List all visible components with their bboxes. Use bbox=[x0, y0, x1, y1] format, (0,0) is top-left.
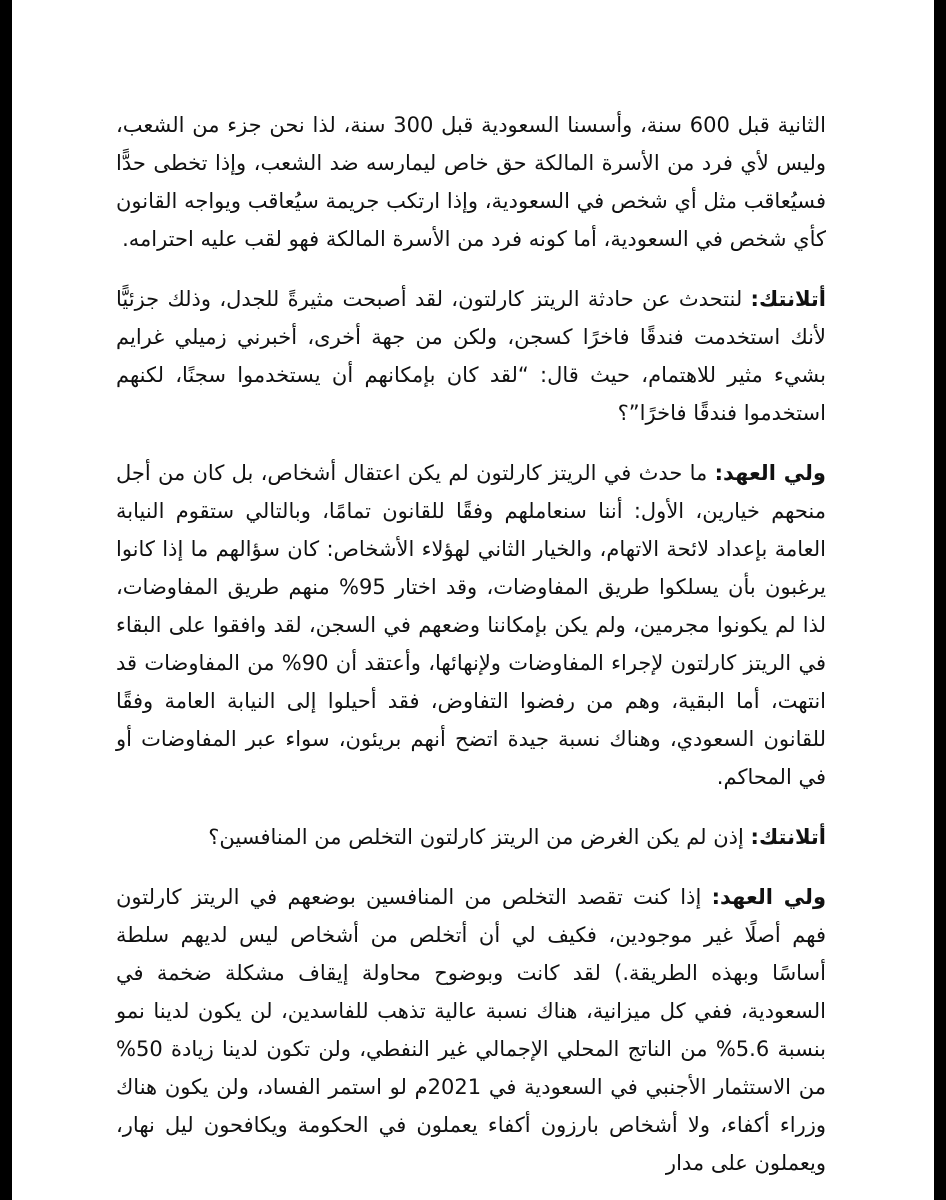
paragraph bbox=[116, 106, 826, 258]
paragraph bbox=[116, 818, 826, 856]
paragraph bbox=[116, 878, 826, 1182]
speaker-label: ولي العهد: bbox=[711, 885, 826, 909]
paragraph-text: الثانية قبل 600 سنة، وأسسنا السعودية قبل 300 سنة، لذا نحن جزء من الشعب، وليس لأي فرد من الأسرة المالكة حق خاص ليمارسه ضد الشعب، وإذا تخطى حدًّا فسيُعاقب مثل أي شخص في السعودية، وإذا ارتكب جريمة سيُعاقب ويواجه القانون كأي شخص في السعودية، أما كونه فرد من الأسرة المالكة فهو لقب عليه احترامه. bbox=[116, 113, 826, 251]
speaker-label: أتلانتك: bbox=[750, 287, 826, 311]
paragraph-text: إذن لم يكن الغرض من الريتز كارلتون التخلص من المنافسين؟ bbox=[208, 825, 751, 849]
paragraph-text: إذا كنت تقصد التخلص من المنافسين بوضعهم في الريتز كارلتون فهم أصلًا غير موجودين، فكيف لي أن أتخلص من أشخاص ليس لديهم سلطة أساسًا وبهذه الطريقة.) لقد كانت وبوضوح محاولة إيقاف مشكلة ضخمة في السعودية، ففي كل ميزانية، هناك نسبة عالية تذهب للفاسدين، لن يكون لدينا نمو بنسبة 5.6% من الناتج المحلي الإجمالي غير النفطي، ولن تكون لدينا زيادة 50% من الاستثمار الأجنبي في السعودية في 2021م لو استمر الفساد، ولن يكون هناك وزراء أكفاء، ولا أشخاص بارزون أكفاء يعملون في الحكومة ويكافحون ليل نهار، ويعملون على مدار bbox=[116, 885, 827, 1175]
speaker-label: أتلانتك: bbox=[750, 825, 826, 849]
speaker-label: ولي العهد: bbox=[714, 461, 826, 485]
document-page bbox=[12, 0, 934, 1200]
paragraph-text: لنتحدث عن حادثة الريتز كارلتون، لقد أصبحت مثيرةً للجدل، وذلك جزئيًّا لأنك استخدمت فندقًا فاخرًا كسجن، ولكن من جهة أخرى، أخبرني زميلي غرايم بشيء مثير للاهتمام، حيث قال: “لقد كان بإمكانهم أن يستخدموا سجنًا، لكنهم استخدموا فندقًا فاخرًا”؟ bbox=[116, 287, 826, 425]
paragraph bbox=[116, 454, 826, 796]
paragraph-text: ما حدث في الريتز كارلتون لم يكن اعتقال أشخاص، بل كان من أجل منحهم خيارين، الأول: أننا سنعاملهم وفقًا للقانون تمامًا، وبالتالي ستقوم النيابة العامة بإعداد لائحة الاتهام، والخيار الثاني لهؤلاء الأشخاص: كان سؤالهم ما إذا كانوا يرغبون بأن يسلكوا طريق المفاوضات، وقد اختار 95% منهم طريق المفاوضات، لذا لم يكونوا مجرمين، ولم يكن بإمكاننا وضعهم في السجن، لقد وافقوا على البقاء في الريتز كارلتون لإجراء المفاوضات ولإنهائها، وأعتقد أن 90% من المفاوضات قد انتهت، أما البقية، وهم من رفضوا التفاوض، فقد أحيلوا إلى النيابة العامة وفقًا للقانون السعودي، وهناك نسبة جيدة اتضح أنهم بريئون، سواء عبر المفاوضات أو في المحاكم. bbox=[116, 461, 827, 789]
paragraph bbox=[116, 280, 826, 432]
